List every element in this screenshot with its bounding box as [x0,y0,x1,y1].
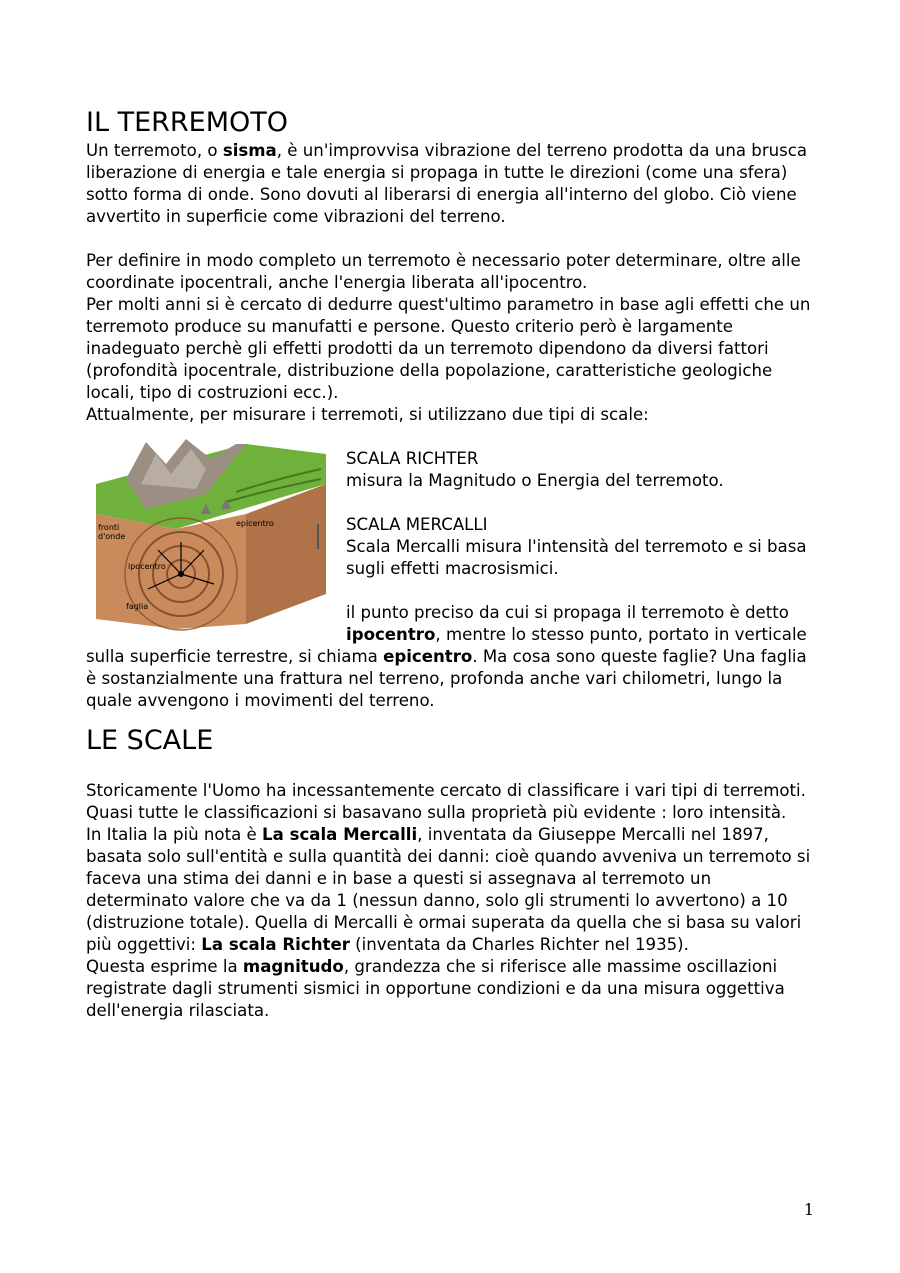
earthquake-diagram [86,434,332,634]
ipocentro-label: ipocentro [128,562,166,571]
bold-term: ipocentro [346,625,436,644]
richter-description: misura la Magnitudo o Energia del terremoto. [346,471,724,490]
faglia-label: faglia [126,602,149,611]
figure-section [86,426,818,712]
bold-term: epicentro [383,647,473,666]
donde-label: d'onde [98,532,126,541]
section-title-terremoto: IL TERREMOTO [86,107,289,138]
ipocentro-paragraph: il punto preciso da cui si propaga il terremoto è detto ipocentro, mentre lo stesso punto, portato in verticale sulla superficie terrestre, si chiama epicentro. Ma cosa sono queste faglie? Una faglia è sostanzialmente una frattura nel terreno, profonda anche vari chilometri, lungo la quale avvengono i movimenti del terreno. [86,603,807,710]
bold-term: magnitudo [242,957,344,976]
mercalli-description: Scala Mercalli misura l'intensità del terremoto e si basa sugli effetti macrosismici. [346,537,807,578]
scales-intro-paragraph: Attualmente, per misurare i terremoti, si utilizzano due tipi di scale: [86,405,649,424]
richter-title: SCALA RICHTER [346,449,479,468]
fronti-label: fronti [98,523,120,532]
bold-term: sisma [222,141,277,160]
intro-paragraph: Un terremoto, o sisma, è un'improvvisa vibrazione del terreno prodotta da una brusca liberazione di energia e tale energia si propaga in tutte le direzioni (come una sfera) sotto forma di onde. Sono dovuti al liberarsi di energia all'interno del globo. Ciò viene avvertito in superficie come vibrazioni del terreno. [86,141,808,226]
scale-history-paragraph: Storicamente l'Uomo ha incessantemente cercato di classificare i vari tipi di terremoti. [86,781,806,800]
history-paragraph: Per molti anni si è cercato di dedurre quest'ultimo parametro in base agli effetti che un terremoto produce su manufatti e persone. Questo criterio però è largamente inadeguato perchè gli effetti prodotti da un terremoto dipendono da diversi fattori (profondità ipocentrale, distribuzione della popolazione, caratteristiche geologiche locali, tipo di costruzioni ecc.). [86,295,811,402]
definition-paragraph: Per definire in modo completo un terremoto è necessario poter determinare, oltre alle coordinate ipocentrali, anche l'energia liberata all'ipocentro. [86,251,801,292]
page-number: 1 [803,1200,814,1219]
mercalli-title: SCALA MERCALLI [346,515,488,534]
document-page [86,106,818,1022]
magnitudo-paragraph: Questa esprime la magnitudo, grandezza che si riferisce alle massime oscillazioni registrate dagli strumenti sismici in opportune condizioni e da una misura oggettiva dell'energia rilasciata. [86,957,785,1020]
bold-term: La scala Richter [201,935,350,954]
section-title-scale: LE SCALE [86,725,214,756]
scale-classification-paragraph: Quasi tutte le classificazioni si basavano sulla proprietà più evidente : loro intensità. [86,803,787,822]
epicentro-label: epicentro [236,519,274,528]
bold-term: La scala Mercalli [262,825,418,844]
mercalli-paragraph: In Italia la più nota è La scala Mercalli, inventata da Giuseppe Mercalli nel 1897, basata solo sull'entità e sulla quantità dei danni: cioè quando avveniva un terremoto si faceva una stima dei danni e in base a questi si assegnava al terremoto un determinato valore che va da 1 (nessun danno, solo gli strumenti lo avvertono) a 10 (distruzione totale). Quella di Mercalli è ormai superata da quella che si basa su valori più oggettivi: La scala Richter (inventata da Charles Richter nel 1935). [86,825,811,954]
